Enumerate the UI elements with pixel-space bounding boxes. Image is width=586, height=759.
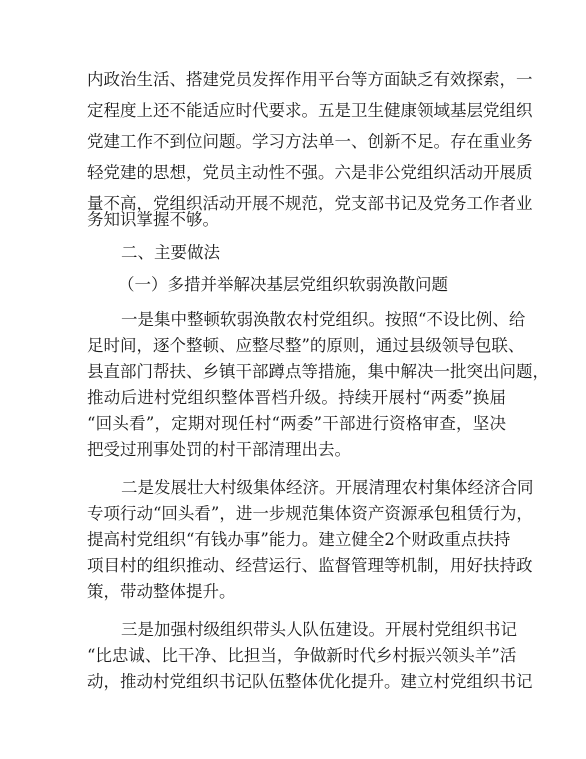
body-text-line: 把受过刑事处罚的村干部清理出去。: [87, 440, 351, 459]
body-text-line: “比忠诚、比干净、比担当，争做新时代乡村振兴领头羊”活: [87, 646, 517, 665]
body-text-line: 专项行动“回头看”，进一步规范集体资产资源承包租赁行为，: [87, 504, 533, 523]
body-text-line: 三是加强村级组织带头人队伍建设。开展村党组织书记: [121, 620, 517, 639]
body-text-line: 定程度上还不能适应时代要求。五是卫生健康领域基层党组织: [87, 101, 533, 120]
body-text-line: 县直部门帮扶、乡镇干部蹲点等措施，集中解决一批突出问题，: [87, 362, 549, 381]
body-text-line: 项目村的组织推动、经营运行、监督管理等机制，用好扶持政: [87, 556, 533, 575]
body-text-line: 党建工作不到位问题。学习方法单一、创新不足。存在重业务: [87, 132, 533, 151]
body-text-line: “回头看”，定期对现任村“两委”干部进行资格审查，坚决: [87, 414, 506, 433]
body-text-line: 足时间，逐个整顿、应整尽整”的原则，通过县级领导包联、: [87, 336, 525, 355]
section-heading: 二、主要做法: [121, 243, 220, 262]
body-text-line: 务知识掌握不够。: [87, 210, 219, 229]
body-text-line: 动，推动村党组织书记队伍整体优化提升。建立村党组织书记: [87, 672, 533, 691]
body-text-line: 量不高，党组织活动开展不规范，党支部书记及党务工作者业: [87, 194, 533, 213]
body-text-line: 推动后进村党组织整体晋档升级。持续开展村“两委”换届: [87, 388, 506, 407]
body-text-line: 轻党建的思想，党员主动性不强。六是非公党组织活动开展质: [87, 163, 533, 182]
body-text-line: 策，带动整体提升。: [87, 582, 236, 601]
body-text-line: 内政治生活、搭建党员发挥作用平台等方面缺乏有效探索，一: [87, 70, 533, 89]
body-text-line: 提高村党组织“有钱办事”能力。建立健全2个财政重点扶持: [87, 530, 511, 549]
body-text-line: 二是发展壮大村级集体经济。开展清理农村集体经济合同: [121, 478, 534, 497]
body-text-line: 一是集中整顿软弱涣散农村党组织。按照“不设比例、给: [121, 310, 526, 329]
subsection-heading: （一）多措并举解决基层党组织软弱涣散问题: [118, 275, 448, 294]
